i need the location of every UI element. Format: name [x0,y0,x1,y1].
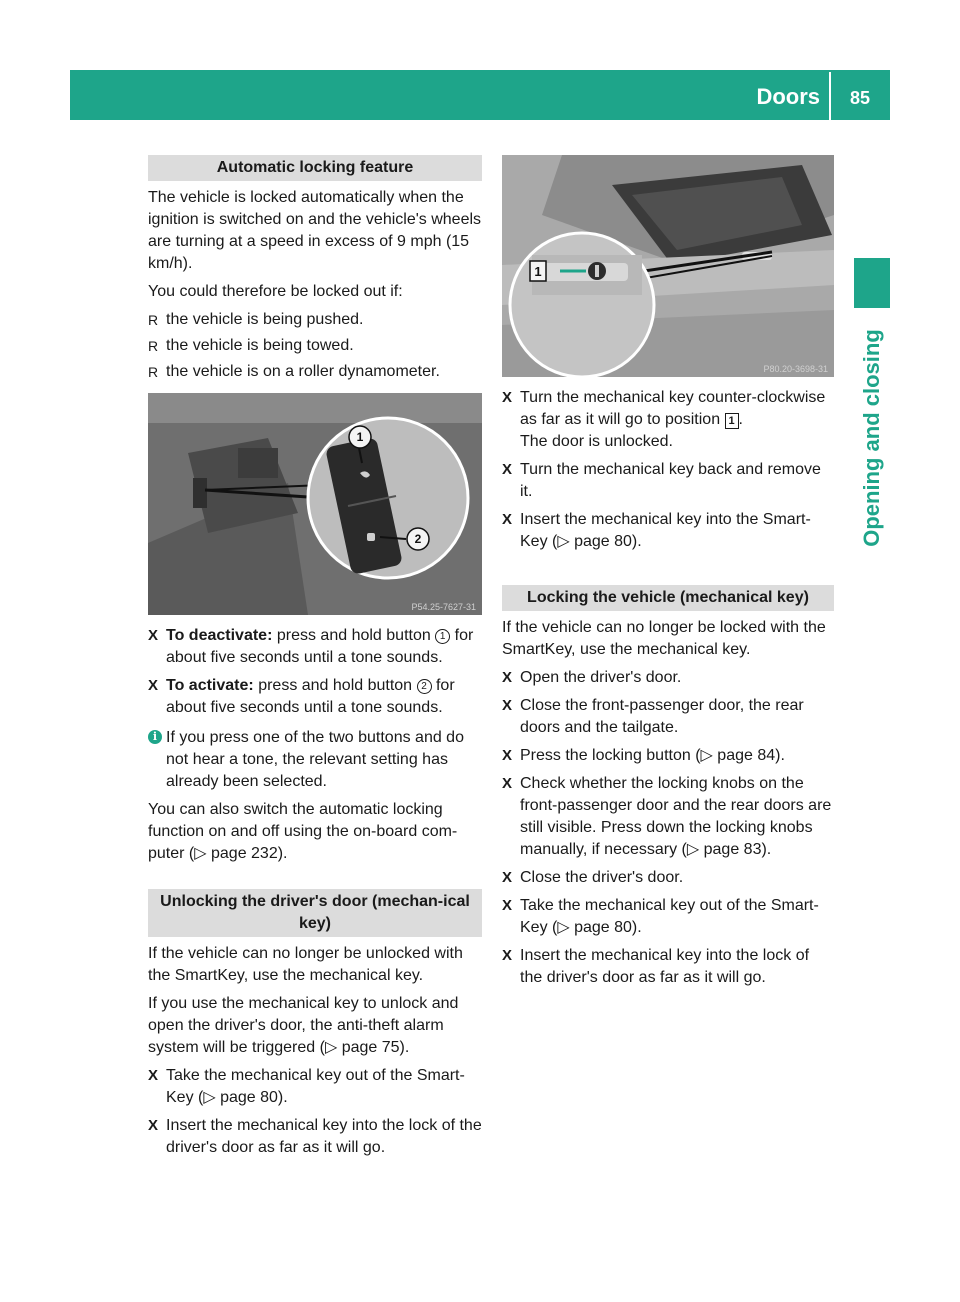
figure-code: P54.25-7627-31 [411,602,476,612]
right-column [502,155,834,995]
step-arrow-icon: X [148,627,159,644]
step-text: Check whether the locking knobs on the front-passenger door and the rear doors are still visible. Press down the locking knobs manually, if necessary (▷ page 83). [520,775,832,858]
callout-1: 1 [534,264,542,279]
paragraph-unlocking-1: If the vehicle can no longer be unlocked with the SmartKey, use the mechanical key. [148,945,463,984]
step-item [502,459,834,503]
step-item [502,745,834,767]
section-title: Doors [756,84,820,109]
step-arrow-icon: X [502,389,513,406]
step-text: Insert the mechanical key into the lock of the driver's door as far as it will go. [166,1117,482,1156]
step-item [502,695,834,739]
step-text: Take the mechanical key out of the Smart-Key (▷ page 80). [520,897,819,936]
list-item-text: the vehicle is on a roller dynamometer. [166,363,440,380]
step-arrow-icon: X [502,897,513,914]
step-activate [148,675,482,719]
button-number-icon: 1 [435,629,450,644]
heading-unlocking: Unlocking the driver's door (mechan-ical key) [148,889,482,937]
step-item [148,1115,482,1159]
step-arrow-icon: X [502,511,513,528]
step-text: for about five seconds until a tone sounds. [166,677,455,716]
step-item [502,895,834,939]
step-label: To activate: [166,677,254,694]
step-text: Insert the mechanical key into the lock of the driver's door as far as it will go. [520,947,810,986]
door-switch-illustration [148,393,482,615]
bullet-icon: R [148,364,159,380]
door-lock-illustration [502,155,834,377]
step-arrow-icon: X [502,747,513,764]
step-text: Turn the mechanical key counter-clockwise as far as it will go to position [520,389,826,428]
step-arrow-icon: X [148,1117,159,1134]
page-number: 85 [849,88,871,108]
list-item-text: the vehicle is being towed. [166,337,354,354]
step-text: Close the front-passenger door, the rear doors and the tailgate. [520,697,804,736]
step-text: press and hold button [258,677,413,694]
list-item [148,335,482,357]
list-item-text: the vehicle is being pushed. [166,311,364,328]
step-arrow-icon: X [502,461,513,478]
step-text: Take the mechanical key out of the Smart-Key (▷ page 80). [166,1067,465,1106]
step-arrow-icon: X [502,697,513,714]
step-item [502,667,834,689]
figure-locking-buttons [148,393,482,615]
step-text: for about five seconds until a tone sounds. [166,627,474,666]
step-text: Close the driver's door. [520,869,684,886]
step-arrow-icon: X [502,869,513,886]
bullet-icon: R [148,338,159,354]
step-text: Insert the mechanical key into the Smart-Key (▷ page 80). [520,511,811,550]
step-text-end: . [738,411,743,428]
step-turn-key [502,387,834,453]
button-number-icon: 2 [417,679,432,694]
step-arrow-icon: X [502,947,513,964]
figure-door-lock [502,155,834,377]
bullet-icon: R [148,312,159,328]
figure-code: P80.20-3698-31 [763,364,828,374]
list-item [148,309,482,331]
header-divider [829,72,831,120]
step-item [148,1065,482,1109]
step-item [502,509,834,553]
step-item [502,773,834,861]
step-label: To deactivate: [166,627,273,644]
step-item [502,867,834,889]
step-text: Turn the mechanical key back and remove it. [520,461,821,500]
step-text: press and hold button [276,627,431,644]
paragraph-locking-intro: If the vehicle can no longer be locked with the SmartKey, use the mechanical key. [502,619,826,658]
paragraph-onboard: You can also switch the automatic locking function on and off using the on-board com-puter (▷ page 232). [148,801,458,862]
step-arrow-icon: X [148,1067,159,1084]
callout-2: 2 [414,532,422,546]
side-tab [848,320,896,560]
info-note [148,727,482,793]
step-arrow-icon: X [502,669,513,686]
list-item [148,361,482,383]
info-note-text: If you press one of the two buttons and do not hear a tone, the relevant setting has already been selected. [166,729,464,790]
paragraph-lockout: You could therefore be locked out if: [148,283,403,300]
info-icon: i [148,730,162,744]
side-tab-marker [854,258,890,308]
callout-1: 1 [356,430,364,444]
left-column [148,155,482,1165]
step-result: The door is unlocked. [520,433,673,450]
side-tab-label: Opening and closing [859,329,884,547]
position-number-icon: 1 [725,413,739,429]
step-arrow-icon: X [502,775,513,792]
step-text: Press the locking button (▷ page 84). [520,747,785,764]
step-deactivate [148,625,482,669]
paragraph-unlocking-2: If you use the mechanical key to unlock and open the driver's door, the anti-theft alarm system will be triggered (▷ page 75). [148,995,459,1056]
step-item [502,945,834,989]
step-text: Open the driver's door. [520,669,682,686]
heading-automatic-locking: Automatic locking feature [148,155,482,181]
paragraph-intro: The vehicle is locked automatically when the ignition is switched on and the vehicle's wheels are turning at a speed in excess of 9 mph (15 km/h). [148,189,482,272]
heading-locking: Locking the vehicle (mechanical key) [502,585,834,611]
step-arrow-icon: X [148,677,159,694]
